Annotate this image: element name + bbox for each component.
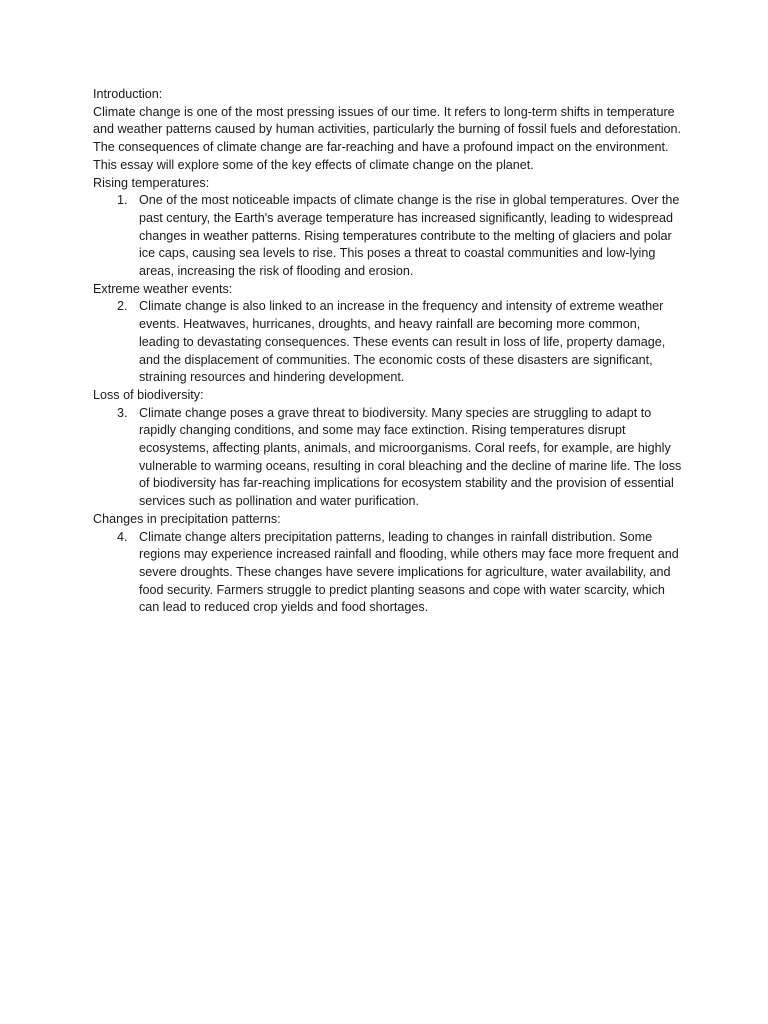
introduction-paragraph: Climate change is one of the most pressing issues of our time. It refers to long-term shifts in temperature and weather patterns caused by human activities, particularly the burning of fossil fuels and deforestation. The consequences of climate change are far-reaching and have a profound impact on the environment. This essay will explore some of the key effects of climate change on the planet.	[93, 104, 682, 172]
list-item-text: One of the most noticeable impacts of climate change is the rise in global temperatures. Over the past century, the Earth's average temperature has increased significantly, leading to widespread changes in weather patterns. Rising temperatures contribute to the melting of glaciers and polar ice caps, causing sea levels to rise. This poses a threat to coastal communities and low-lying areas, increasing the risk of flooding and erosion.	[139, 193, 680, 279]
list-number: 1.	[117, 193, 128, 208]
document-body	[93, 86, 683, 617]
section-heading-extreme-weather: Extreme weather events:	[93, 281, 233, 296]
section-heading-introduction: Introduction:	[93, 87, 163, 101]
section-heading-precipitation: Changes in precipitation patterns:	[93, 511, 281, 526]
list-item-rising-temperatures	[93, 192, 683, 281]
list-number: 4.	[117, 529, 128, 544]
list-number: 2.	[117, 299, 128, 314]
list-item-text: Climate change alters precipitation patterns, leading to changes in rainfall distribution. Some regions may experience increased rainfall and flooding, while others may face more frequent and severe droughts. These changes have severe implications for agriculture, water availability, and food security. Farmers struggle to predict planting seasons and cope with water scarcity, which can lead to reduced crop yields and food shortages.	[139, 529, 679, 615]
list-item-text: Climate change is also linked to an increase in the frequency and intensity of extreme weather events. Heatwaves, hurricanes, droughts, and heavy rainfall are becoming more common, leading to devastating consequences. These events can result in loss of life, property damage, and the displacement of communities. The economic costs of these disasters are significant, straining resources and hindering development.	[139, 299, 666, 385]
list-item-precipitation	[93, 529, 683, 618]
section-heading-biodiversity: Loss of biodiversity:	[93, 387, 204, 402]
list-number: 3.	[117, 405, 128, 420]
section-heading-rising-temperatures: Rising temperatures:	[93, 175, 210, 190]
list-item-biodiversity	[93, 405, 683, 511]
list-item-text: Climate change poses a grave threat to biodiversity. Many species are struggling to adapt to rapidly changing conditions, and some may face extinction. Rising temperatures disrupt ecosystems, affecting plants, animals, and microorganisms. Coral reefs, for example, are highly vulnerable to warming oceans, resulting in coral bleaching and the decline of marine life. The loss of biodiversity has far-reaching implications for ecosystem stability and the provision of essential services such as pollination and water purification.	[139, 405, 682, 509]
list-item-extreme-weather	[93, 298, 683, 387]
